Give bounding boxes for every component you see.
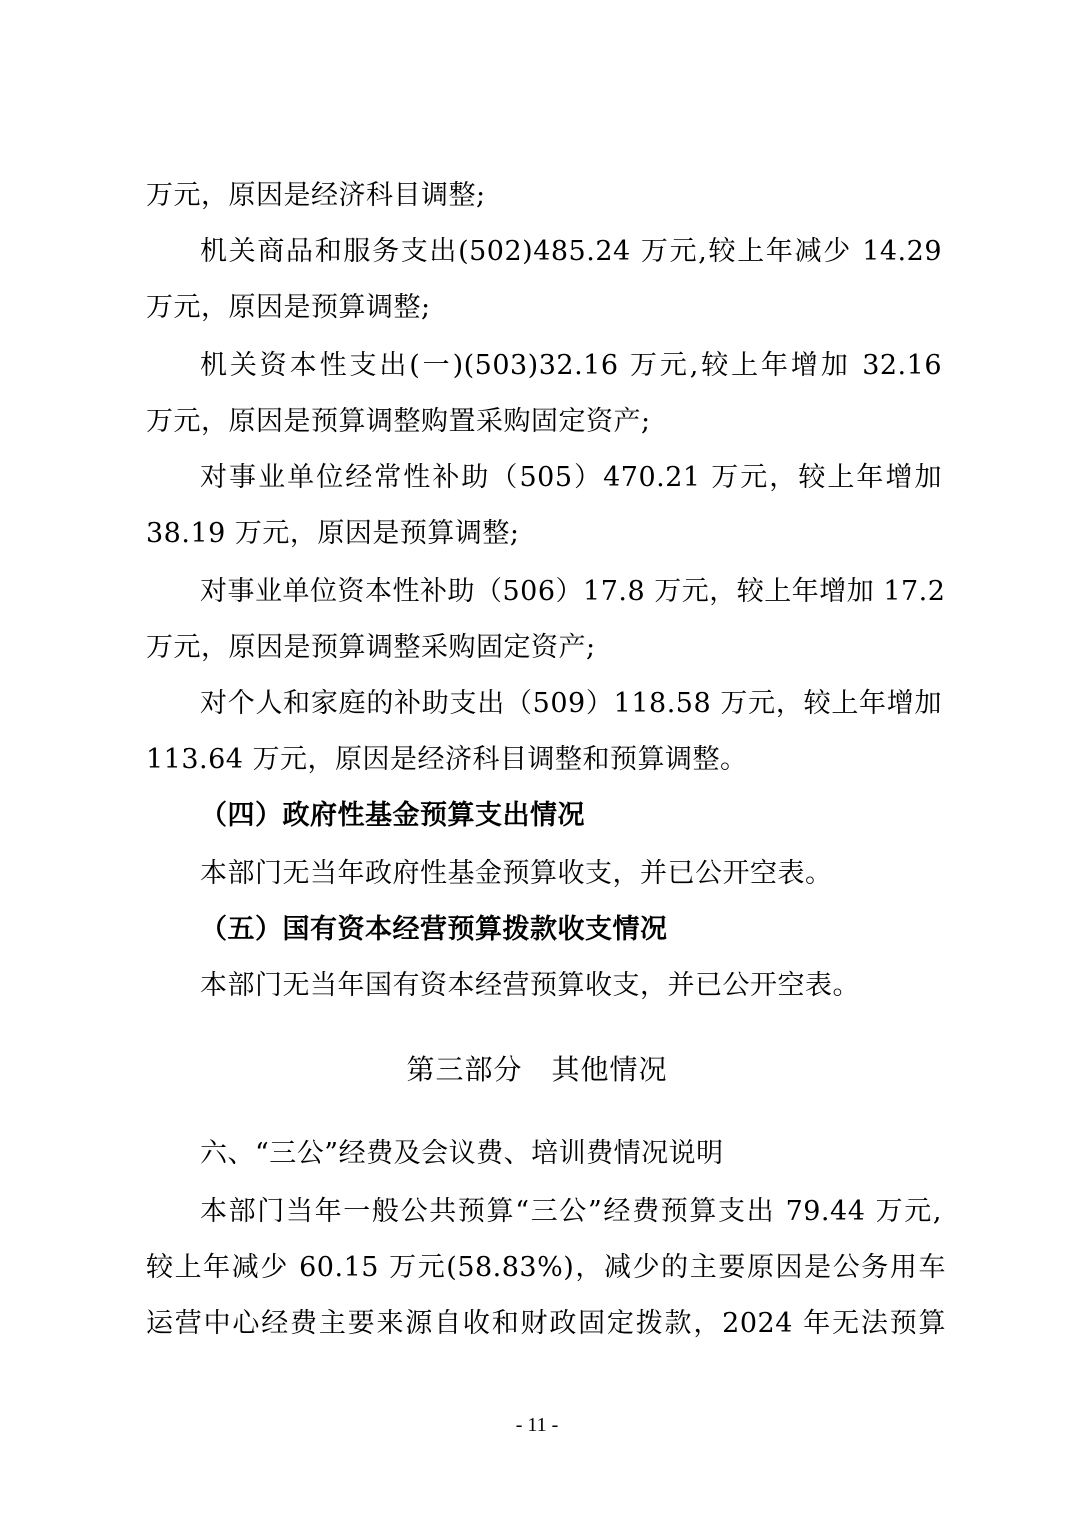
section-heading-capital: （五）国有资本经营预算拨款收支情况 — [200, 914, 668, 945]
capital-text: 本部门无当年国有资本经营预算收支，并已公开空表。 — [200, 970, 860, 1001]
paragraph-line: 运营中心经费主要来源自收和财政固定拨款，2024 年无法预算 — [146, 1308, 946, 1339]
paragraph-line: 113.64 万元，原因是经济科目调整和预算调整。 — [146, 744, 748, 775]
paragraph-line: 38.19 万元，原因是预算调整; — [146, 518, 520, 549]
paragraph-line: 机关资本性支出(一)(503)32.16 万元,较上年增加 32.16 — [200, 350, 942, 381]
paragraph-line: 对事业单位资本性补助（506）17.8 万元，较上年增加 17.2 — [200, 576, 946, 607]
paragraph-line: 对个人和家庭的补助支出（509）118.58 万元，较上年增加 — [200, 688, 942, 719]
paragraph-line: 较上年减少 60.15 万元(58.83%)，减少的主要原因是公务用车 — [146, 1252, 946, 1283]
paragraph-line: 万元，原因是预算调整购置采购固定资产; — [146, 406, 651, 437]
paragraph-line: 万元，原因是预算调整; — [146, 292, 431, 323]
section-heading-fund: （四）政府性基金预算支出情况 — [200, 800, 585, 831]
paragraph-line: 本部门当年一般公共预算“三公”经费预算支出 79.44 万元, — [200, 1196, 942, 1227]
page-number: - 11 - — [515, 1414, 559, 1436]
fund-text: 本部门无当年政府性基金预算收支，并已公开空表。 — [200, 858, 833, 889]
part-title: 第三部分 其他情况 — [406, 1053, 668, 1086]
paragraph-line: 对事业单位经常性补助（505）470.21 万元，较上年增加 — [200, 462, 942, 493]
paragraph-line: 万元，原因是经济科目调整; — [146, 180, 486, 211]
paragraph-line: 机关商品和服务支出(502)485.24 万元,较上年减少 14.29 — [200, 236, 942, 267]
section-heading-six: 六、“三公”经费及会议费、培训费情况说明 — [200, 1138, 724, 1169]
paragraph-line: 万元，原因是预算调整采购固定资产; — [146, 632, 596, 663]
